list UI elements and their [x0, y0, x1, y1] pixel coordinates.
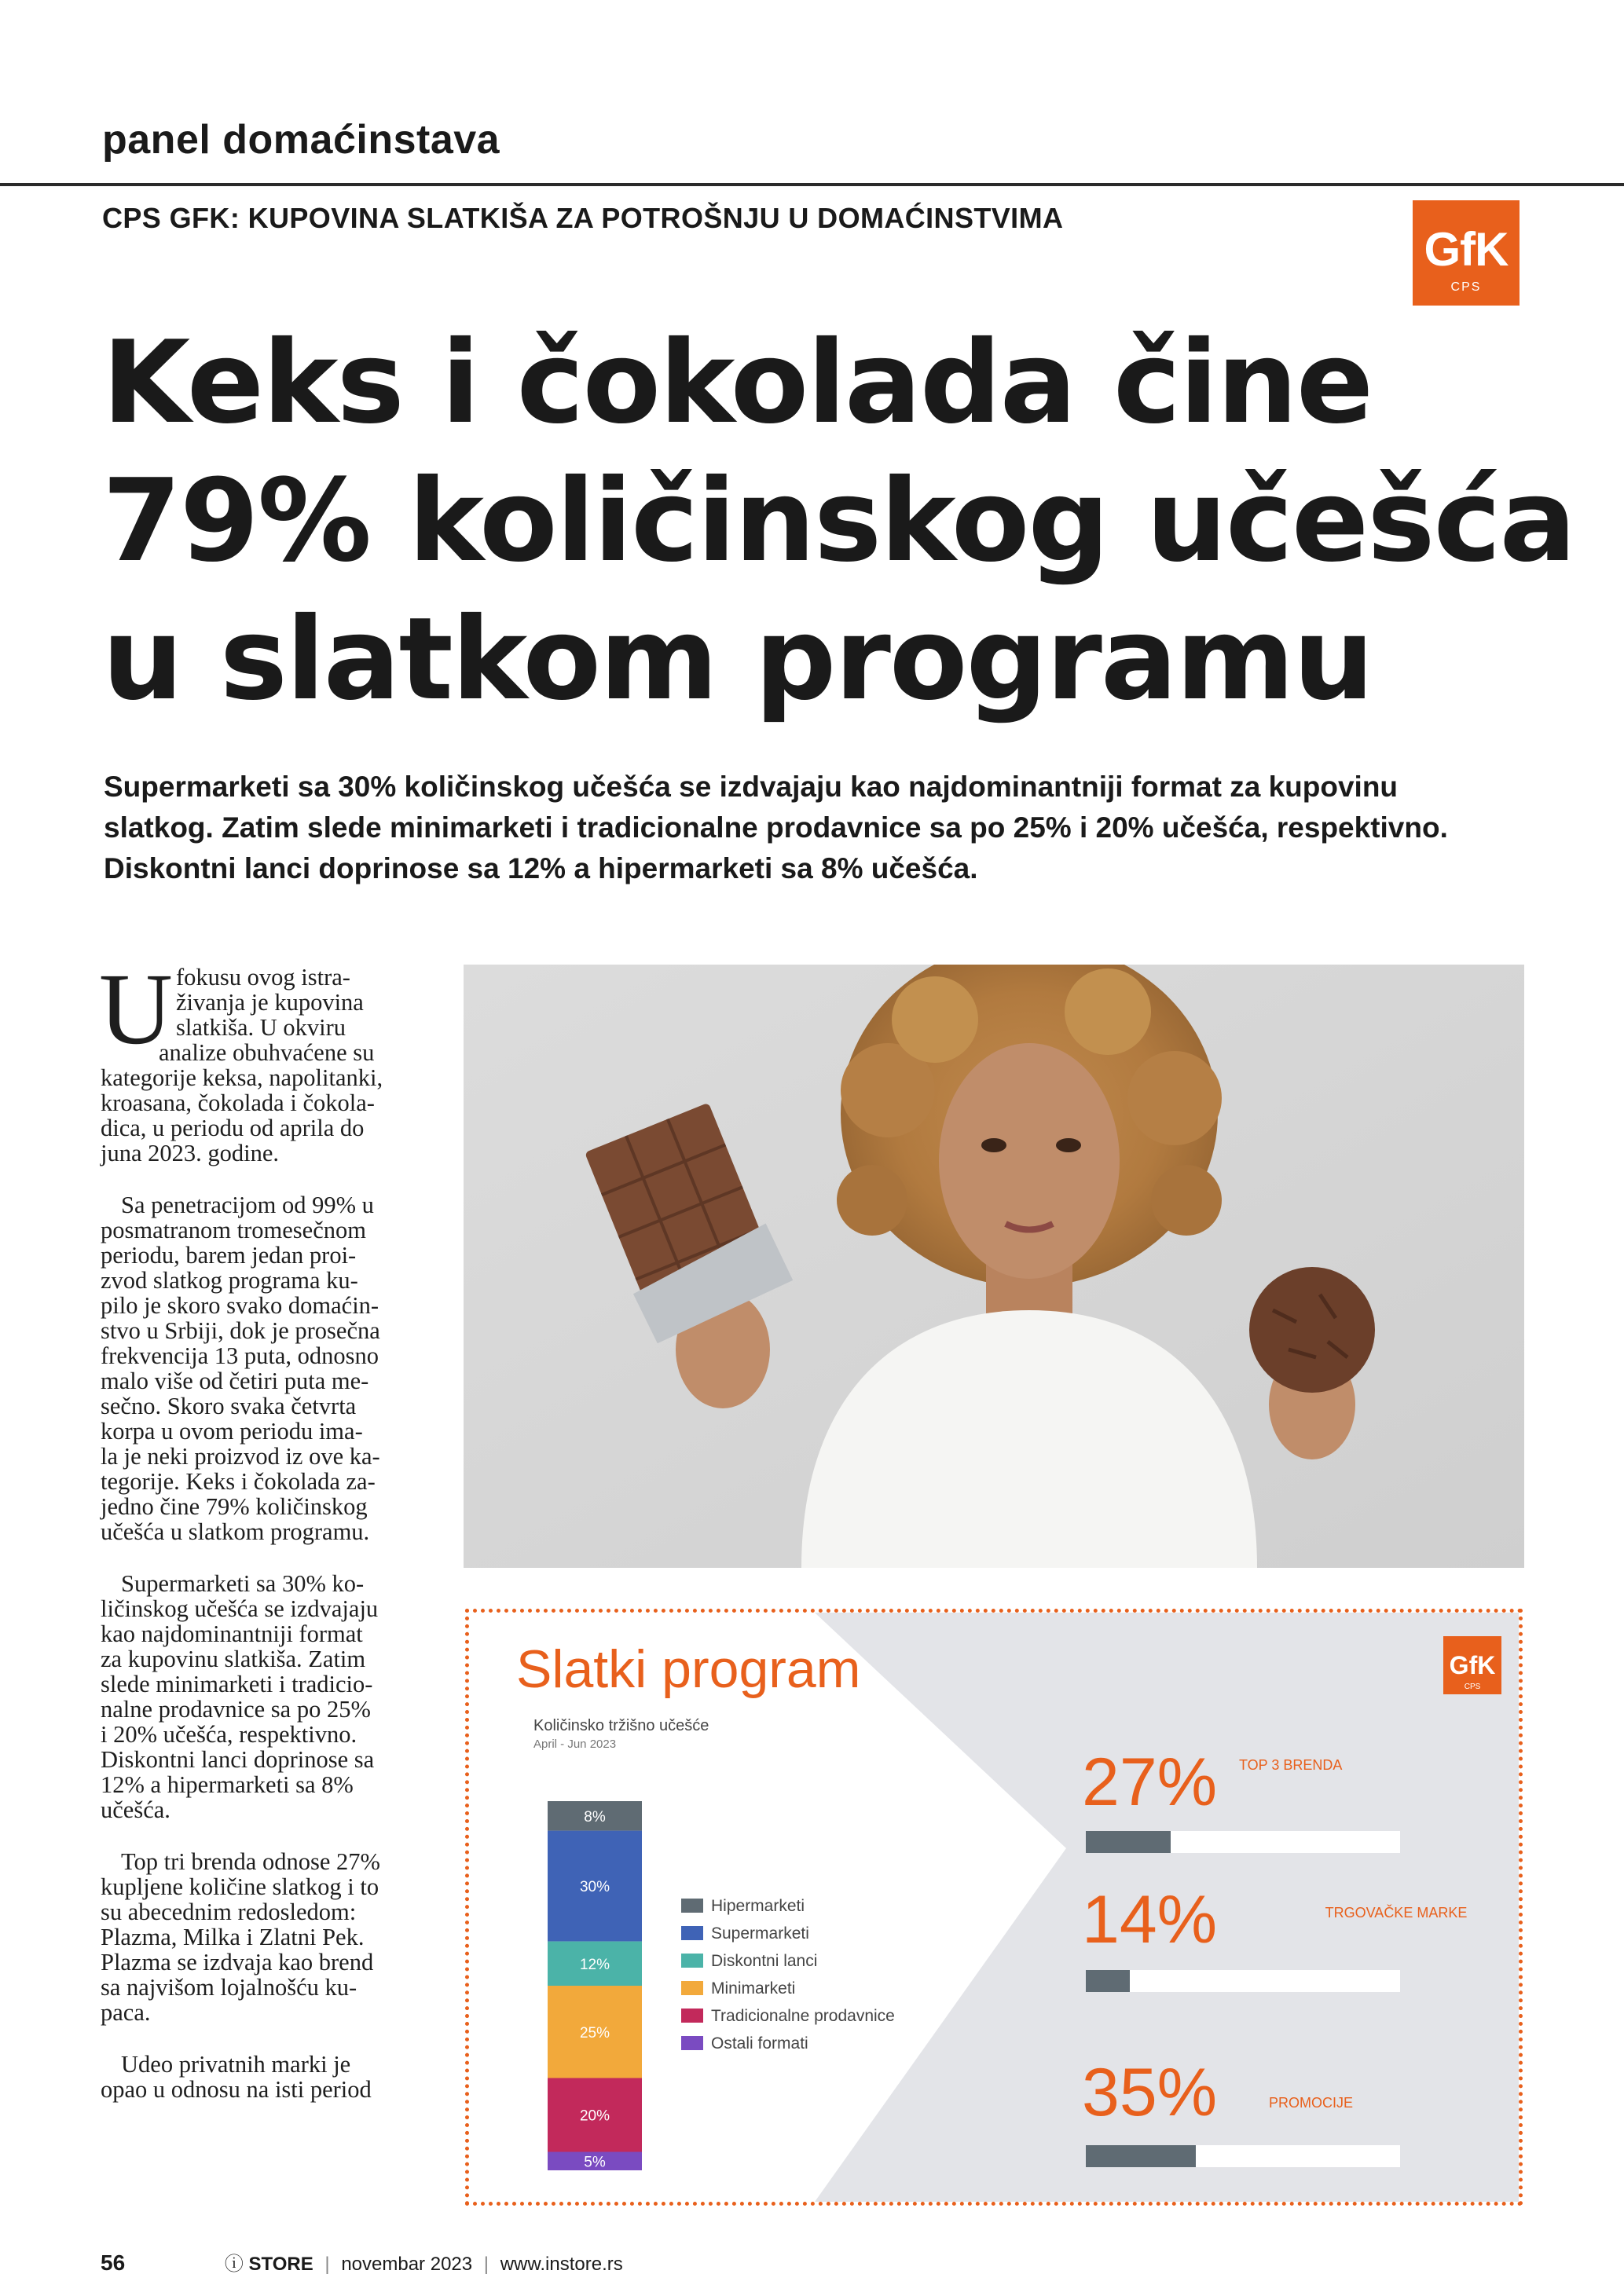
- body-line: i 20% učešća, respektivno.: [101, 1721, 357, 1748]
- body-line: 12% a hipermarketi sa 8%: [101, 1771, 354, 1798]
- legend-swatch: [681, 2036, 703, 2050]
- headline-line: Keks i čokolada čine: [102, 317, 1373, 449]
- body-line: za kupovinu slatkiša. Zatim: [101, 1646, 366, 1672]
- photo-illustration: [464, 965, 1524, 1568]
- footer-url[interactable]: www.instore.rs: [500, 2254, 623, 2275]
- legend-label: Ostali formati: [711, 2034, 808, 2052]
- body-paragraph: [101, 1849, 440, 2025]
- store-logo-icon: ⓘ: [224, 2254, 249, 2275]
- body-line: dica, u periodu od aprila do: [101, 1115, 365, 1141]
- infographic-canvas: [469, 1613, 1519, 2202]
- body-line: učešća.: [101, 1796, 170, 1823]
- body-line: Diskontni lanci doprinose sa: [101, 1746, 375, 1773]
- body-line: zvod slatkog programa ku-: [101, 1267, 358, 1294]
- body-line: juna 2023. godine.: [101, 1140, 280, 1166]
- legend-label: Tradicionalne prodavnice: [711, 2007, 895, 2025]
- body-line: sa najvišom lojalnošću ku-: [101, 1974, 357, 2001]
- body-line: paca.: [101, 1999, 151, 2026]
- kpi-bar-track: [1086, 1970, 1400, 1992]
- cookie: [1249, 1267, 1375, 1393]
- legend-swatch: [681, 1926, 703, 1940]
- body-line: slede minimarketi i tradicio-: [101, 1671, 373, 1697]
- stack-segment-label: 25%: [579, 2024, 610, 2041]
- body-column: [99, 953, 440, 2129]
- body-line: učešća u slatkom programu.: [101, 1518, 370, 1545]
- lead-line: slatkog. Zatim slede minimarketi i tradicionalne prodavnice sa po 25% i 20% učešća, respektivno.: [104, 811, 1448, 844]
- legend-label: Supermarketi: [711, 1924, 809, 1943]
- headline-line: 79% količinskog učešća: [102, 455, 1575, 588]
- header-rule: [0, 183, 1624, 186]
- body-line: frekvencija 13 puta, odnosno: [101, 1342, 379, 1369]
- legend-swatch: [681, 2009, 703, 2023]
- body-line: Sa penetracijom od 99% u: [121, 1192, 374, 1218]
- infographic: [465, 1609, 1523, 2206]
- body-line: su abecednim redosledom:: [101, 1899, 357, 1925]
- body-paragraphs: [101, 965, 440, 2102]
- legend-label: Minimarketi: [711, 1979, 796, 1998]
- body-line: slatkiša. U okviru: [176, 1014, 346, 1041]
- infographic-logo: [1443, 1636, 1501, 1694]
- headline-line: u slatkom programu: [102, 593, 1373, 726]
- kpi-value: 14%: [1082, 1882, 1218, 1957]
- body-line: pilo je skoro svako domaćin-: [101, 1292, 379, 1319]
- face: [939, 1043, 1120, 1279]
- body-line: la je neki proizvod iz ove ka-: [101, 1443, 380, 1470]
- infographic-period: April - Jun 2023: [533, 1738, 617, 1751]
- body-line: živanja je kupovina: [176, 989, 364, 1016]
- body-line: ličinskog učešća se izdvajaju: [101, 1595, 379, 1622]
- page-footer: [101, 2248, 623, 2276]
- footer-brand: STORE: [248, 2254, 313, 2275]
- body-line: sečno. Skoro svaka četvrta: [101, 1393, 357, 1419]
- body-line: jedno čine 79% količinskog: [101, 1493, 368, 1520]
- lead-paragraph: [104, 767, 1534, 889]
- body-line: kupljene količine slatkog i to: [101, 1873, 379, 1900]
- body-line: kategorije keksa, napolitanki,: [101, 1064, 383, 1091]
- page-number: 56: [101, 2250, 126, 2275]
- stacked-share-chart: [548, 1801, 642, 2170]
- infographic-title: Slatki program: [516, 1639, 861, 1699]
- stack-segment-label: 8%: [584, 1808, 606, 1825]
- kpi-value: 35%: [1082, 2055, 1218, 2130]
- lead-line: Diskontni lanci doprinose sa 12% a hipermarketi sa 8% učešća.: [104, 852, 978, 884]
- infographic-subtitle: Količinsko tržišno učešće: [533, 1717, 709, 1734]
- body-line: stvo u Srbiji, dok je prosečna: [101, 1317, 380, 1344]
- lead-line: Supermarketi sa 30% količinskog učešća se izdvajaju kao najdominantniji format za kupovinu: [104, 771, 1399, 803]
- legend-label: Diskontni lanci: [711, 1952, 818, 1970]
- legend-label: Hipermarketi: [711, 1897, 805, 1915]
- body-line: kao najdominantniji format: [101, 1620, 363, 1647]
- body-line: Plazma se izdvaja kao brend: [101, 1949, 374, 1976]
- body-line: opao u odnosu na isti period: [101, 2076, 372, 2103]
- body-line: korpa u ovom periodu ima-: [101, 1418, 363, 1445]
- gfk-logo: [1413, 200, 1520, 306]
- body-paragraph: [101, 2052, 440, 2102]
- body-paragraph: [101, 1571, 440, 1822]
- body-line: Top tri brenda odnose 27%: [121, 1848, 380, 1875]
- stack-segment-label: 20%: [579, 2107, 610, 2125]
- infographic-logo-sub: CPS: [1464, 1683, 1481, 1691]
- kpi-bar-fill: [1086, 1970, 1130, 1992]
- body-line: analize obuhvaćene su: [159, 1039, 375, 1066]
- body-line: nalne prodavnice sa po 25%: [101, 1696, 371, 1723]
- section-label: panel domaćinstava: [102, 117, 500, 163]
- gfk-logo-sub: CPS: [1450, 280, 1482, 294]
- body-line: Supermarketi sa 30% ko-: [121, 1570, 365, 1597]
- legend-swatch: [681, 1954, 703, 1968]
- kpi-label: PROMOCIJE: [1269, 2095, 1354, 2111]
- body-line: Udeo privatnih marki je: [121, 2051, 351, 2078]
- article-photo: [464, 965, 1524, 1568]
- kpi-label: TRGOVAČKE MARKE: [1325, 1905, 1468, 1921]
- kpi-bar-fill: [1086, 1831, 1171, 1853]
- footer-date: novembar 2023: [341, 2254, 473, 2275]
- gfk-logo-word: GfK: [1424, 223, 1509, 276]
- stack-segment-label: 30%: [579, 1879, 610, 1896]
- body-line: malo više od četiri puta me-: [101, 1368, 369, 1394]
- stack-segment-label: 5%: [584, 2154, 606, 2171]
- body-paragraph: [101, 1192, 440, 1544]
- headline: [102, 314, 1575, 729]
- body-line: tegorije. Keks i čokolada za-: [101, 1468, 376, 1495]
- footer-separator: |: [483, 2254, 489, 2275]
- legend-swatch: [681, 1899, 703, 1913]
- body-line: fokusu ovog istra-: [176, 964, 350, 991]
- body-line: Plazma, Milka i Zlatni Pek.: [101, 1924, 365, 1950]
- kpi-value: 27%: [1082, 1745, 1218, 1820]
- kpi-bar-fill: [1086, 2145, 1196, 2167]
- kicker: CPS GFK: KUPOVINA SLATKIŠA ZA POTROŠNJU U DOMAĆINSTVIMA: [102, 202, 1064, 234]
- stack-segment-label: 12%: [579, 1956, 610, 1973]
- body-line: posmatranom tromesečnom: [101, 1217, 366, 1243]
- body-line: periodu, barem jedan proi-: [101, 1242, 357, 1269]
- body-line: kroasana, čokolada i čokola-: [101, 1089, 375, 1116]
- footer-separator: |: [324, 2254, 330, 2275]
- legend-swatch: [681, 1981, 703, 1995]
- kpi-label: TOP 3 BRENDA: [1239, 1757, 1343, 1773]
- dropcap: U: [99, 953, 173, 1066]
- infographic-logo-word: GfK: [1449, 1651, 1496, 1679]
